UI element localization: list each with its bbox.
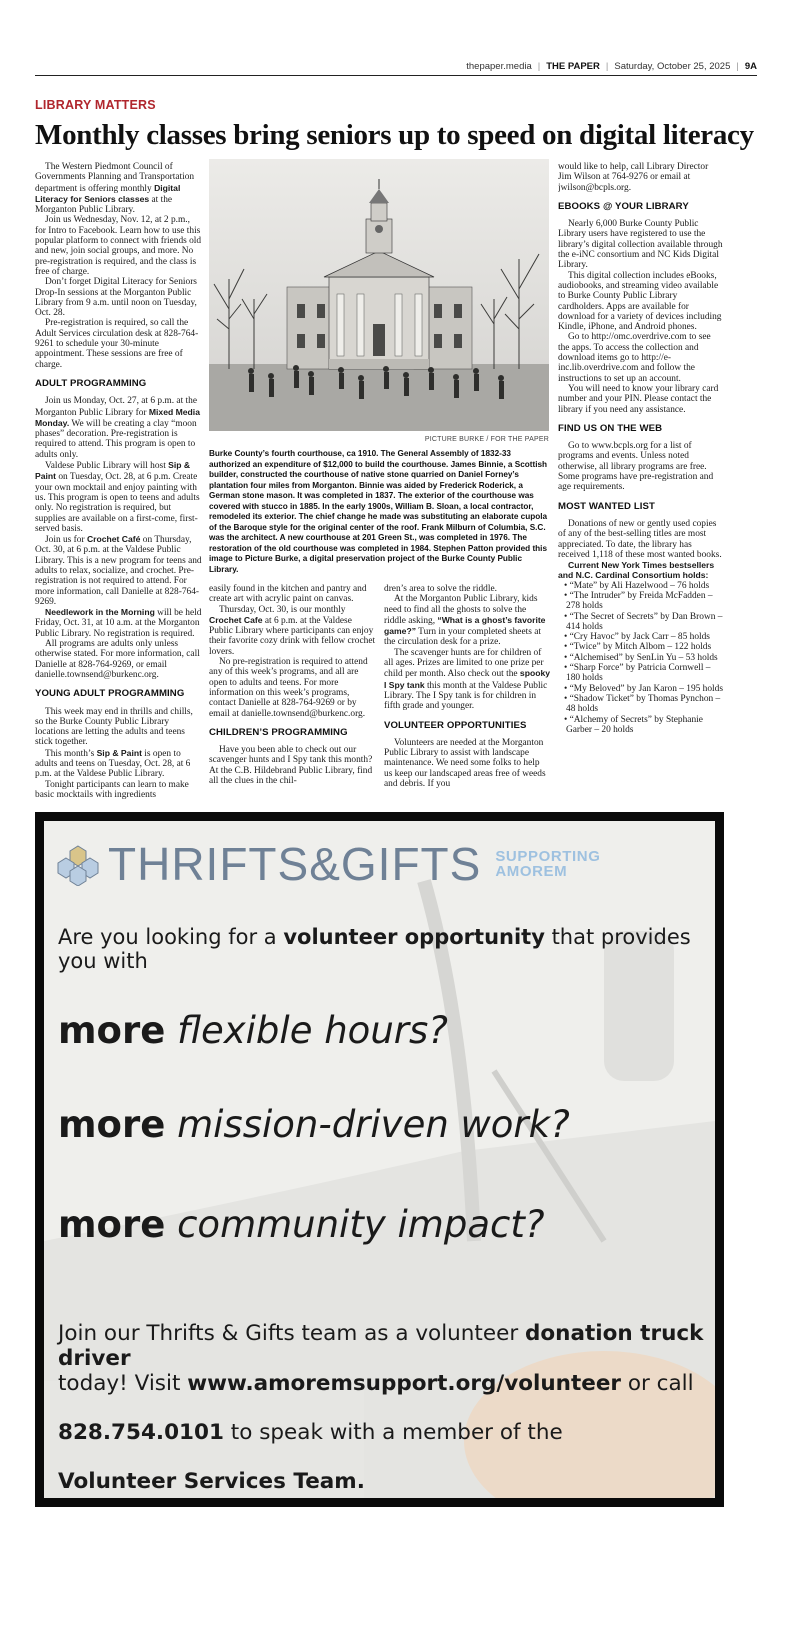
subhead-find-us-on-web: FIND US ON THE WEB [558, 422, 663, 434]
list-item: • “Sharp Force” by Patricia Cornwell – 180 holds [564, 663, 711, 684]
courthouse-photo [209, 159, 549, 431]
paragraph: This month’s Sip & Paint is open to adults and teens on Tuesday, Oct. 28, at 6 p.m. at the Valdese Public Library. [35, 747, 191, 780]
ad-body-line-2: today! Visit www.amoremsupport.org/volunteer or call [58, 1371, 694, 1396]
ad-brand: THRIFTS&GIFTS [108, 838, 482, 890]
photo-caption: Burke County’s fourth courthouse, ca 1910. The General Assembly of 1832-33 authorized an expenditure of $12,000 to build the courthouse. James Binnie, a Scottish builder, constructed the courthouse of native stone quarried on Daniel Forney’s plantation four miles from Morganton. Binnie was aided by Frederick Roderick, a German stone mason. It was completed in 1837. The exterior of the courthouse was covered with stucco in 1885. In the early 1900s, William B. Sloan, a local contractor, remodeled its exterior. The chief change he made was substituting an elaborate cupola of the Baroque style for the original center of the roof. Frank Milburn of Columbia, S.C. was the architect. A new courthouse at 201 Green St., was completed in 1976. The restoration of the old courthouse was completed in 1984. Stephen Patton provided this image to Picture Burke, a digital preservation project of the Burke County Public Library. [209, 449, 548, 574]
paragraph: You will need to know your library card number and your PIN. Please contact the library if you need any assistance. [558, 383, 719, 415]
headline: Monthly classes bring seniors up to speed on digital literacy [35, 119, 754, 151]
list-item: • “Alchemy of Secrets” by Stephanie Garber – 20 holds [564, 714, 703, 735]
list-item: • “The Secret of Secrets” by Dan Brown – 414 holds [564, 611, 723, 632]
paragraph: Join us for Crochet Café on Thursday, Oct. 30, at 6 p.m. at the Valdese Public Library. This is a new program for teens and adults to relax, socialize, and crochet. Pre-registration is not required to attend. For more information, call Danielle at 828-764-9269. [35, 534, 202, 607]
paragraph: easily found in the kitchen and pantry and create art with acrylic paint on canvas. [209, 584, 367, 605]
masthead [35, 58, 757, 74]
subhead-childrens-programming: CHILDREN’S PROGRAMMING [209, 726, 348, 738]
section-kicker: LIBRARY MATTERS [35, 98, 156, 112]
ad-body-line-3: 828.754.0101 to speak with a member of the [58, 1420, 563, 1445]
paragraph: Valdese Public Library will host Sip & Paint on Tuesday, Oct. 28, at 6 p.m. Create your own mocktail and enjoy painting with us. This program is open to teens and adults only. No registration is required, but supplies are available on a first-come, first-served basis. [35, 460, 200, 534]
ad-body-line-4: Volunteer Services Team. [58, 1469, 365, 1494]
list-item: • “Twice” by Mitch Albom – 122 holds [564, 642, 712, 653]
paragraph: Join us Monday, Oct. 27, at 6 p.m. at the Morganton Public Library for Mixed Media Monday. We will be creating a clay “moon phases” decoration. Pre-registration is required to attend. This program is open to adults only. [35, 396, 200, 460]
article-column-4 [558, 162, 724, 802]
ad-website-link: www.amoremsupport.org/volunteer [187, 1371, 622, 1396]
list-intro: Current New York Times bestsellers and N.C. Cardinal Consortium holds: [558, 560, 715, 581]
ad-question: Are you looking for a volunteer opportunity that provides you with [58, 925, 691, 973]
list-item: • “The Intruder” by Freida McFadden – 278 holds [564, 590, 713, 612]
paragraph: dren’s area to solve the riddle. [384, 584, 497, 594]
paper-name: THE PAPER [546, 60, 600, 72]
masthead-separator: | [537, 60, 541, 72]
paragraph: Tonight participants can learn to make basic mocktails with ingredients [35, 779, 189, 800]
masthead-rule [35, 75, 757, 76]
paragraph: All programs are adults only unless otherwise stated. For more information, call Danielle at 828-764-9269, or email danielle.townsend@burkenc.org. [35, 639, 200, 680]
bestseller-list [558, 581, 724, 735]
issue-date: Saturday, October 25, 2025 [614, 60, 731, 72]
photo-credit: PICTURE BURKE / FOR THE PAPER [424, 436, 549, 443]
paragraph: The Western Piedmont Council of Governments Planning and Transportation department is offering monthly Digital Literacy for Seniors classes at the Morganton Public Library. [35, 162, 195, 216]
list-item: • “Alchemised” by SenLin Yu – 53 holds [564, 652, 718, 663]
subhead-young-adult-programming: YOUNG ADULT PROGRAMMING [35, 688, 185, 700]
paragraph: No pre-registration is required to attend any of this week’s programs, and all are open to adults and teens. For more information on this week’s programs, contact Danielle at 828-764-9269 or by email at danielle.townsend@burkenc.org. [209, 657, 368, 719]
advertisement [35, 812, 724, 1507]
paragraph: Donations of new or gently used copies of any of the best-selling titles are most appreciated. To date, the library has received 1,118 of these most wanted books. [558, 518, 722, 560]
paragraph: The scavenger hunts are for children of all ages. Prizes are limited to one prize per child per month. Also check out the spooky I Spy tank this month at the Valdese Public Library. The I Spy tank is for children in fifth grade and younger. [384, 647, 550, 712]
paragraph: Needlework in the Morning will be held Friday, Oct. 31, at 10 a.m. at the Morganton Public Library. No registration is required. [35, 607, 202, 639]
list-item: • “Shadow Ticket” by Thomas Pynchon – 48 holds [564, 693, 721, 715]
article-column-3 [384, 584, 550, 802]
ad-logo [56, 838, 601, 890]
truck-background-image [44, 821, 715, 1498]
paragraph: Have you been able to check out our scavenger hunts and I Spy tank this month? At the C.B. Hildebrand Public Library, find all the clues in the chil- [209, 745, 373, 787]
list-item: • “Cry Havoc” by Jack Carr – 85 holds [564, 632, 710, 643]
masthead-separator: | [736, 60, 739, 72]
ad-more-flexible: more flexible hours? [58, 1009, 448, 1052]
paragraph: Volunteers are needed at the Morganton Public Library to assist with landscape maintenance. We need some folks to help us keep our landscaped areas free of weeds and debris. If you [384, 737, 546, 790]
paragraph: Go to www.bcpls.org for a list of programs and events. Unless noted otherwise, all library programs are free. Some programs have pre-registration and age requirements. [558, 441, 714, 493]
article-column-1 [35, 162, 202, 802]
page-number: 9A [744, 60, 757, 72]
ad-body-line-1: Join our Thrifts & Gifts team as a volunteer donation truck driver [58, 1321, 704, 1371]
masthead-separator: | [605, 60, 609, 72]
ad-supporting: SUPPORTING AMOREM [495, 848, 601, 880]
site-name: thepaper.media [466, 60, 532, 72]
ad-phone-number: 828.754.0101 [58, 1420, 224, 1445]
article-column-2 [209, 584, 376, 802]
ad-more-mission: more mission-driven work? [58, 1103, 570, 1146]
subhead-volunteer-opportunities: VOLUNTEER OPPORTUNITIES [384, 719, 527, 731]
subhead-ebooks: EBOOKS @ YOUR LIBRARY [558, 200, 689, 212]
advertisement-panel [44, 821, 715, 1498]
courthouse-illustration [209, 159, 549, 431]
paragraph: would like to help, call Library Director Jim Wilson at 764-9276 or email at jwilson@bcpls.org. [558, 162, 709, 193]
ad-more-community: more community impact? [58, 1203, 545, 1246]
paragraph: This digital collection includes eBooks, audiobooks, and streaming video available to Burke County Public Library cardholders. Apps are available for download for a variety of devices including Kindle, iPhone, and Android phones. [558, 270, 722, 333]
paragraph: This week may end in thrills and chills, so the Burke County Public Library locations are letting the adults and teens stick together. [35, 706, 193, 748]
paragraph: Go to http://omc.overdrive.com to see the apps. To access the collection and download items go to http://e-inc.lib.overdrive.com and follow the instructions to set up an account. [558, 332, 711, 384]
paragraph: Don’t forget Digital Literacy for Seniors Drop-In sessions at the Morganton Public Library from 9 a.m. until noon on Tuesday, Oct. 28. [35, 277, 197, 319]
paragraph: At the Morganton Public Library, kids need to find all the ghosts to solve the riddle asking, “What is a ghost’s favorite game?” Turn in your completed sheets at the circulation desk for a prize. [384, 594, 546, 648]
paragraph: Thursday, Oct. 30, is our monthly Crochet Cafe at 6 p.m. at the Valdese Public Library where participants can enjoy their favorite cozy drink with fellow crochet lovers. [209, 604, 376, 657]
paragraph: Nearly 6,000 Burke County Public Library users have registered to use the library’s digital collection available through the e-iNC consortium and NC Kids Digital Library. [558, 219, 723, 271]
list-item: • “My Beloved” by Jan Karon – 195 holds [564, 683, 723, 694]
snowflake-hexagon-logo-icon [56, 842, 100, 886]
list-item: • “Mate” by Ali Hazelwood – 76 holds [564, 580, 710, 591]
paragraph: Pre-registration is required, so call the Adult Services circulation desk at 828-764-9261 to schedule your 30-minute appointment. These sessions are free of charge. [35, 318, 199, 370]
subhead-most-wanted: MOST WANTED LIST [558, 500, 655, 512]
paragraph: Join us Wednesday, Nov. 12, at 2 p.m., for Intro to Facebook. Learn how to use this popular platform to connect with friends old and new, join social groups, and more. No pre-registration is required, and the class is free of charge. [35, 215, 202, 277]
subhead-adult-programming: ADULT PROGRAMMING [35, 377, 147, 389]
